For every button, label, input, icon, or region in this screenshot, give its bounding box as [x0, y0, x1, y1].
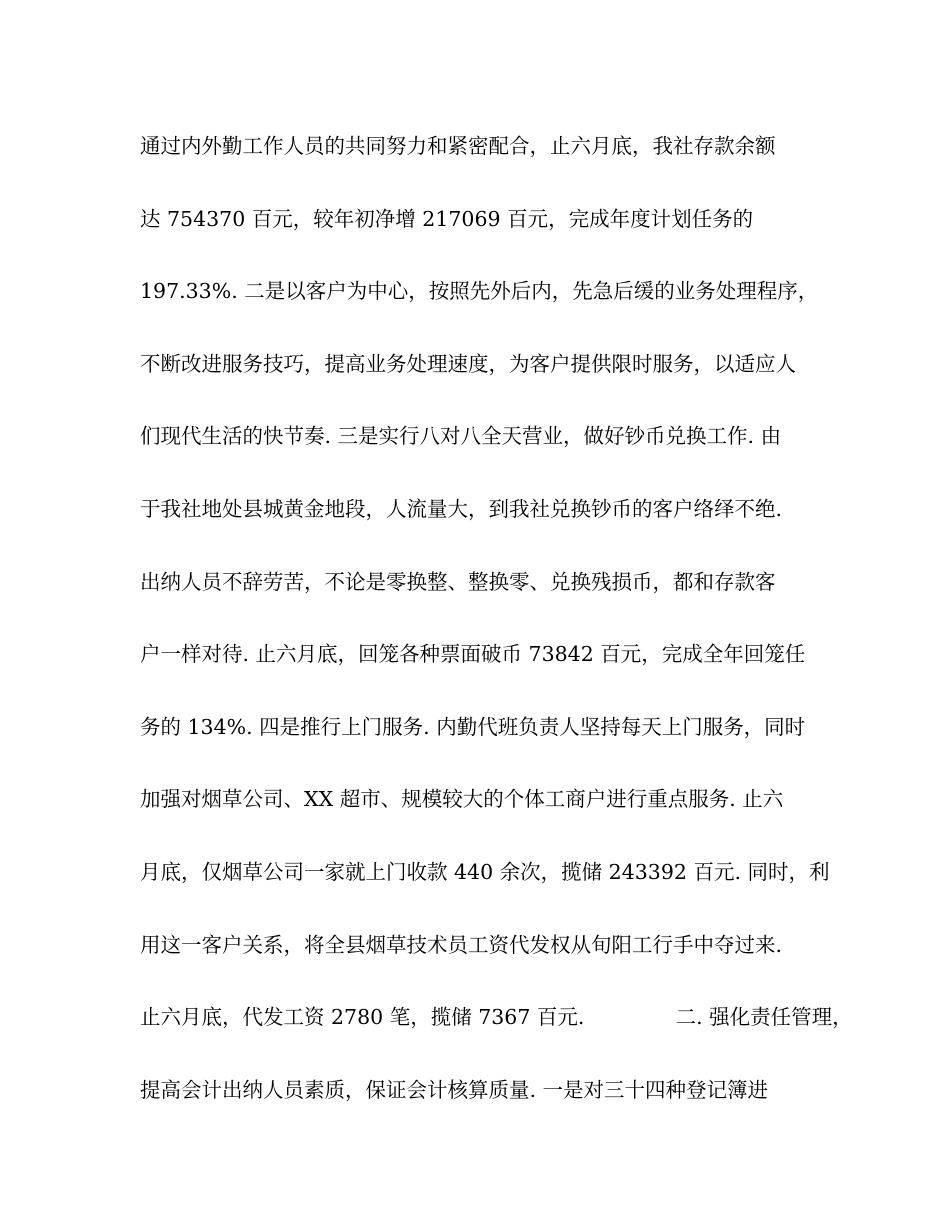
text-line: 加强对烟草公司、XX 超市、规模较大的个体工商户进行重点服务. 止六 [140, 787, 784, 812]
text-line: 们现代生活的快节奏. 三是实行八对八全天营业，做好钞币兑换工作. 由 [140, 424, 782, 449]
text-line: 用这一客户关系，将全县烟草技术员工资代发权从旬阳工行手中夺过来. [140, 932, 783, 957]
text-line: 提高会计出纳人员素质，保证会计核算质量. 一是对三十四种登记簿进 [140, 1077, 769, 1102]
text-line: 不断改进服务技巧，提高业务处理速度，为客户提供限时服务，以适应人 [140, 351, 796, 376]
text-line: 达 754370 百元，较年初净增 217069 百元，完成年度计划任务的 [140, 206, 754, 231]
text-line: 月底，仅烟草公司一家就上门收款 440 余次，揽储 243392 百元. 同时，利 [140, 859, 830, 884]
text-line: 止六月底，代发工资 2780 笔，揽储 7367 百元. 二. 强化责任管理， [140, 1005, 853, 1030]
text-line: 户一样对待. 止六月底，回笼各种票面破币 73842 百元，完成全年回笼任 [140, 642, 806, 667]
text-line: 197.33%. 二是以客户为中心，按照先外后内，先急后缓的业务处理程序， [140, 279, 819, 304]
text-line: 于我社地处县城黄金地段，人流量大，到我社兑换钞币的客户络绎不绝. [140, 496, 783, 521]
text-line: 务的 134%. 四是推行上门服务. 内勤代班负责人坚持每天上门服务，同时 [140, 714, 806, 739]
document-body [140, 126, 853, 1142]
text-line: 通过内外勤工作人员的共同努力和紧密配合，止六月底，我社存款余额 [140, 134, 776, 158]
text-line: 出纳人员不辞劳苦，不论是零换整、整换零、兑换残损币，都和存款客 [140, 569, 776, 594]
